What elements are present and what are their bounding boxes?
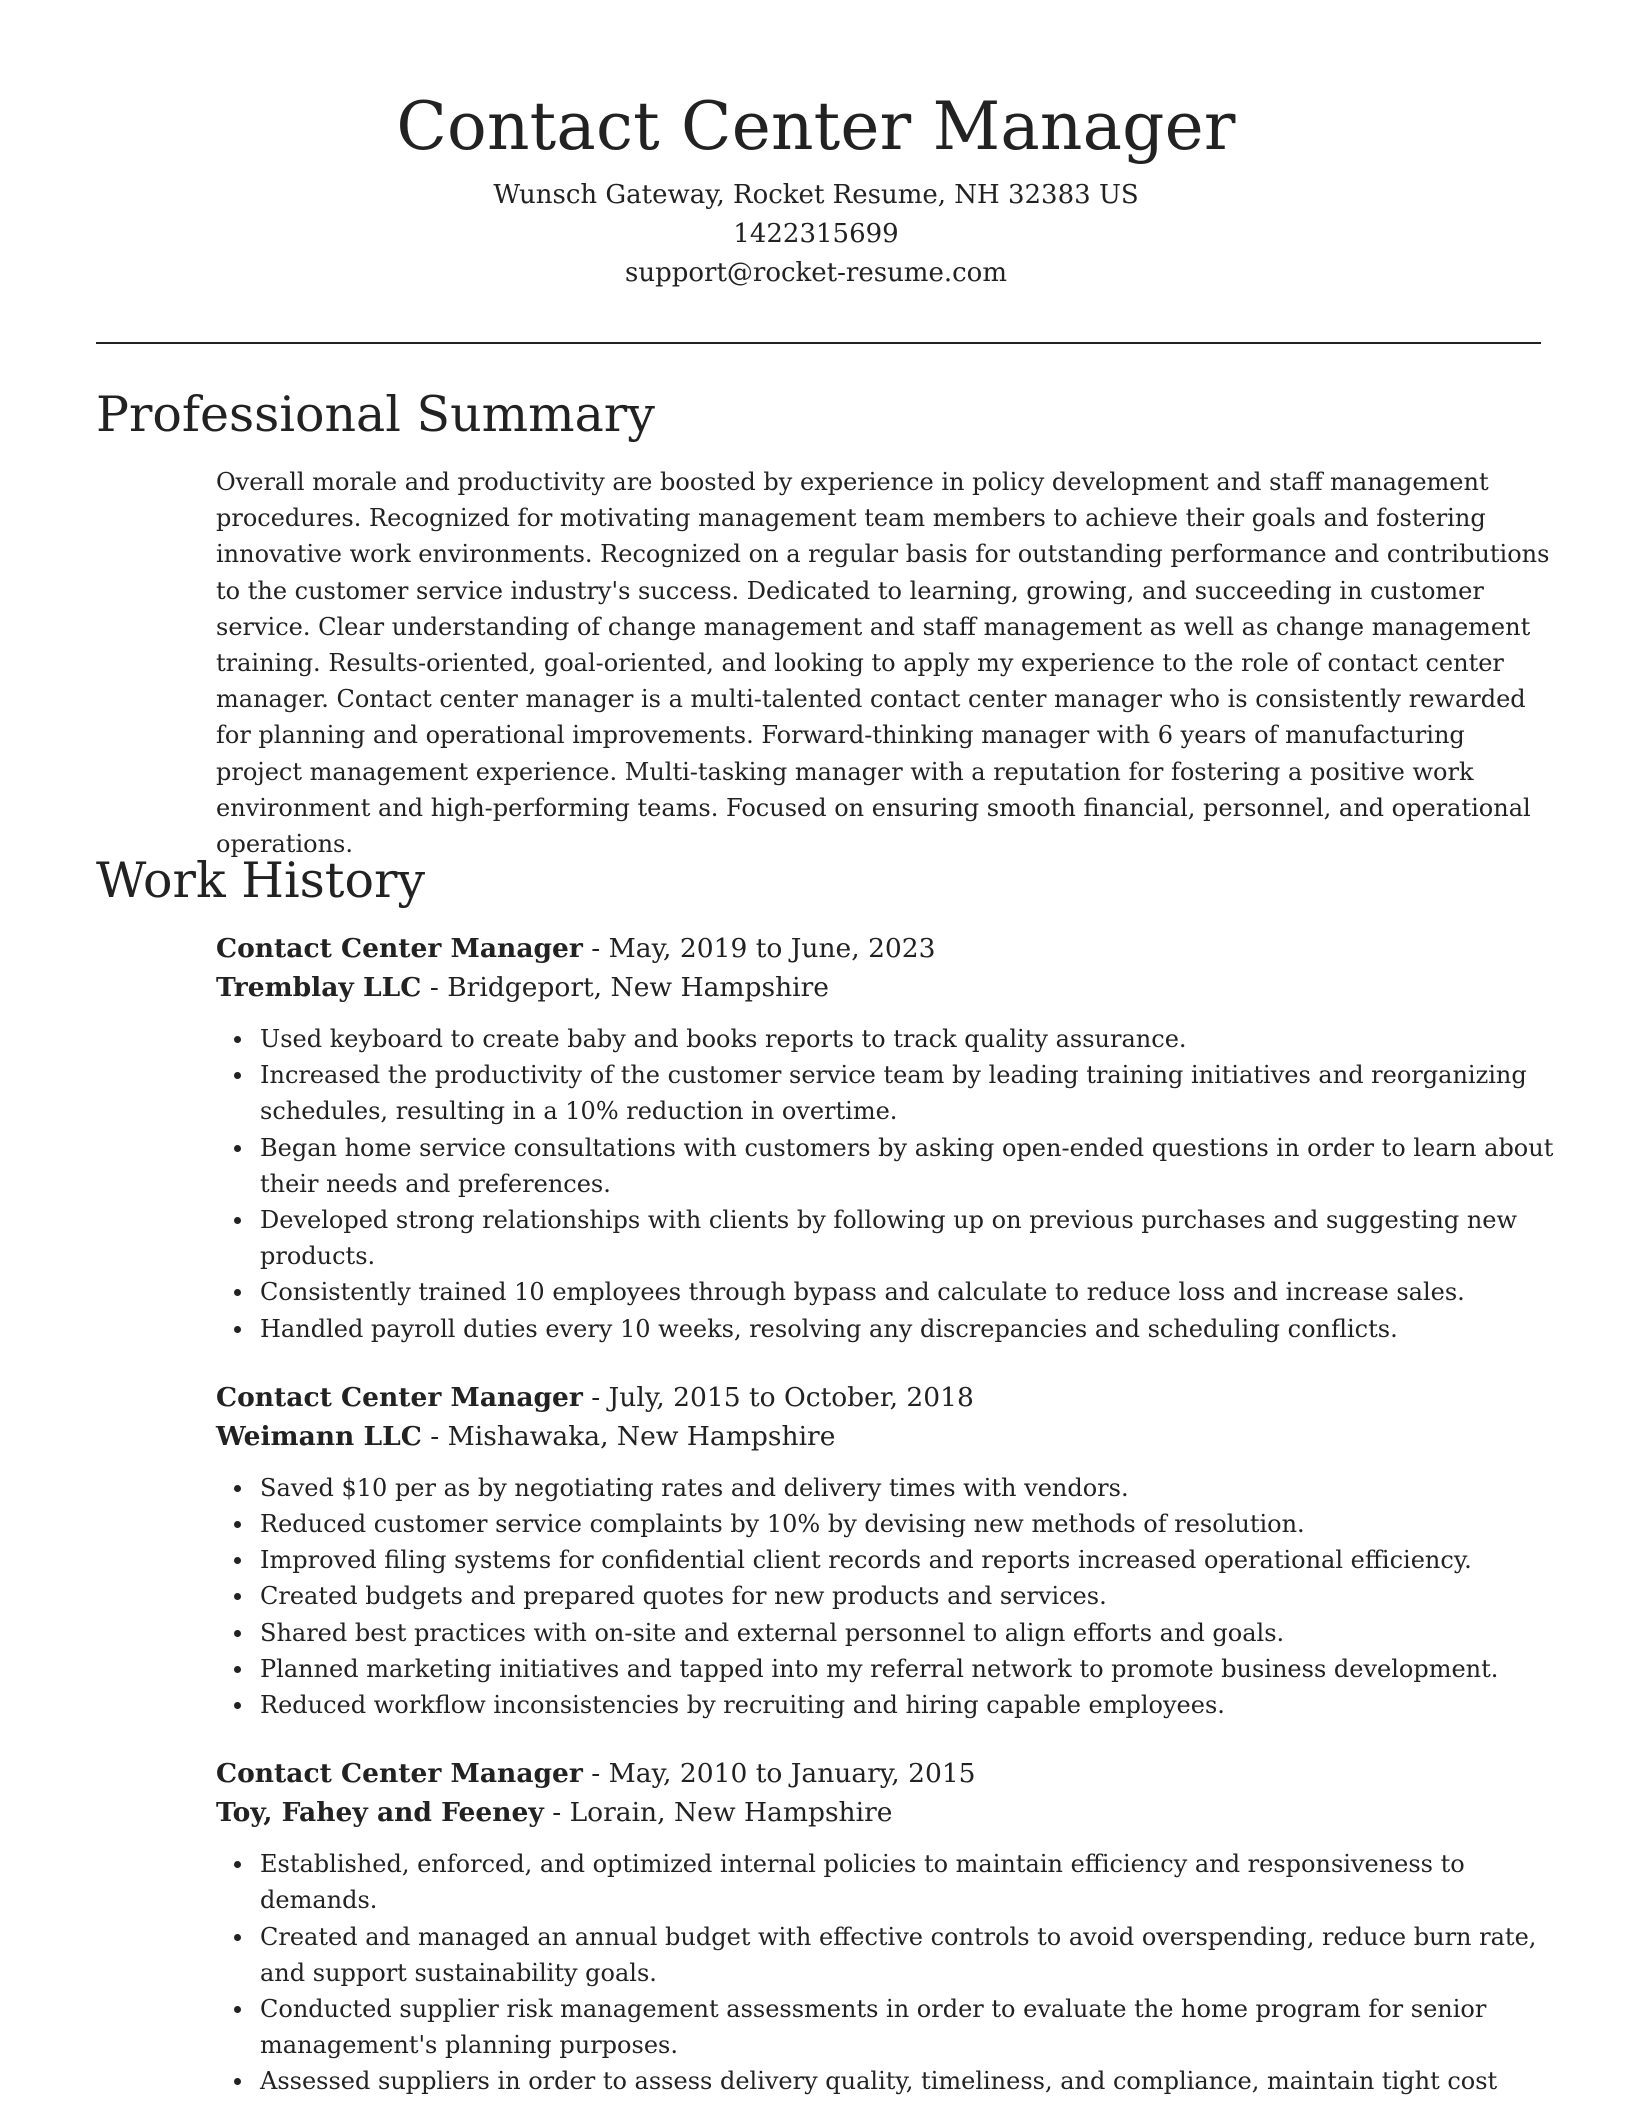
job-title-line <box>216 1378 1556 1417</box>
job-role: Contact Center Manager <box>216 1758 583 1790</box>
job-entry <box>216 929 1556 1347</box>
job-bullet: Planned marketing initiatives and tapped into my referral network to promote business development. <box>260 1651 1556 1687</box>
job-dates: - May, 2010 to January, 2015 <box>582 1758 976 1790</box>
job-bullet: Created budgets and prepared quotes for new products and services. <box>260 1578 1556 1614</box>
job-company-line <box>216 968 1556 1007</box>
job-bullet: Used keyboard to create baby and books reports to track quality assurance. <box>260 1021 1556 1057</box>
job-company-line <box>216 1793 1556 1832</box>
summary-text: Overall morale and productivity are boosted by experience in policy development and staff management procedures. Recognized for motivating management team members to achieve their goals and fostering innovative work environments. Recognized on a regular basis for outstanding performance and contributions to the customer service industry's success. Dedicated to learning, growing, and succeeding in customer service. Clear understanding of change management and staff management as well as change management training. Results-oriented, goal-oriented, and looking to apply my experience to the role of contact center manager. Contact center manager is a multi-talented contact center manager who is consistently rewarded for planning and operational improvements. Forward-thinking manager with 6 years of manufacturing project management experience. Multi-tasking manager with a reputation for fostering a positive work environment and high-performing teams. Focused on ensuring smooth financial, personnel, and operational operations. <box>216 468 1550 859</box>
job-location: - Lorain, New Hampshire <box>543 1797 893 1829</box>
job-bullet: Conducted supplier risk management assessments in order to evaluate the home program for senior management's planning purposes. <box>260 1991 1556 2063</box>
summary-heading: Professional Summary <box>96 386 655 443</box>
job-dates: - May, 2019 to June, 2023 <box>582 933 936 964</box>
job-role: Contact Center Manager <box>216 1381 583 1413</box>
resume-header <box>0 0 1632 293</box>
job-bullet: Began home service consultations with customers by asking open-ended questions in order to learn about their needs and preferences. <box>260 1130 1556 1202</box>
contact-info <box>0 176 1632 293</box>
job-bullet-list <box>216 1021 1556 1347</box>
job-bullet: Reduced workflow inconsistencies by recruiting and hiring capable employees. <box>260 1687 1556 1723</box>
job-bullet: Established, enforced, and optimized internal policies to maintain efficiency and responsiveness to demands. <box>260 1846 1556 1918</box>
contact-phone: 1422315699 <box>733 219 899 249</box>
job-company: Tremblay LLC <box>216 972 422 1003</box>
job-location: - Mishawaka, New Hampshire <box>421 1420 836 1452</box>
job-location: - Bridgeport, New Hampshire <box>421 972 829 1003</box>
job-bullet-list <box>216 1470 1556 1723</box>
job-company: Weimann LLC <box>216 1420 422 1452</box>
job-company: Toy, Fahey and Feeney <box>216 1797 544 1829</box>
job-bullet: Reduced customer service complaints by 10% by devising new methods of resolution. <box>260 1506 1556 1542</box>
contact-email: support@rocket-resume.com <box>624 258 1007 288</box>
job-bullet-list <box>216 1846 1556 2099</box>
job-title-line <box>216 929 1556 968</box>
job-bullet: Assessed suppliers in order to assess delivery quality, timeliness, and compliance, maintain tight cost <box>260 2063 1556 2099</box>
job-role: Contact Center Manager <box>216 933 583 964</box>
job-bullet: Saved $10 per as by negotiating rates and delivery times with vendors. <box>260 1470 1556 1506</box>
job-bullet: Developed strong relationships with clients by following up on previous purchases and suggesting new products. <box>260 1202 1556 1274</box>
work-history-list <box>216 929 1556 2112</box>
resume-name: Contact Center Manager <box>396 88 1236 165</box>
job-bullet: Improved filing systems for confidential client records and reports increased operational efficiency. <box>260 1542 1556 1578</box>
job-entry <box>216 1754 1556 2099</box>
job-bullet: Consistently trained 10 employees through bypass and calculate to reduce loss and increase sales. <box>260 1274 1556 1310</box>
job-title-line <box>216 1754 1556 1793</box>
job-bullet: Created and managed an annual budget with effective controls to avoid overspending, reduce burn rate, and support sustainability goals. <box>260 1919 1556 1991</box>
job-bullet: Increased the productivity of the customer service team by leading training initiatives and reorganizing schedules, resulting in a 10% reduction in overtime. <box>260 1057 1556 1129</box>
job-bullet: Handled payroll duties every 10 weeks, resolving any discrepancies and scheduling conflicts. <box>260 1311 1556 1347</box>
job-entry <box>216 1378 1556 1723</box>
job-dates: - July, 2015 to October, 2018 <box>582 1381 974 1413</box>
job-company-line <box>216 1417 1556 1456</box>
contact-address: Wunsch Gateway, Rocket Resume, NH 32383 US <box>493 180 1139 210</box>
work-history-heading: Work History <box>96 852 426 909</box>
job-bullet: Shared best practices with on-site and external personnel to align efforts and goals. <box>260 1615 1556 1651</box>
header-divider <box>96 342 1541 344</box>
